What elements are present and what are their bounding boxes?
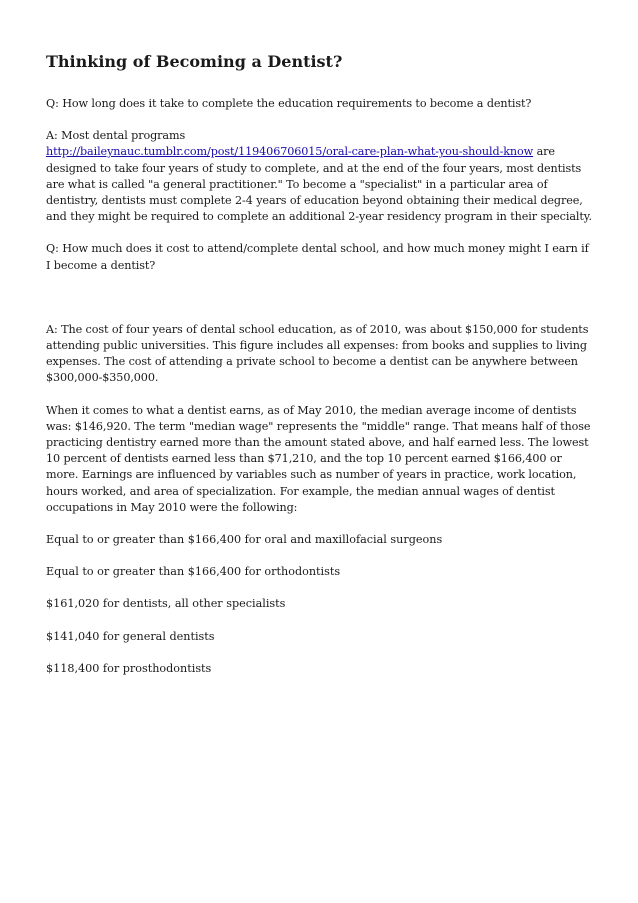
wage-list bbox=[46, 532, 596, 677]
wage-item-prosthodontists: $118,400 for prosthodontists bbox=[46, 661, 212, 675]
page-title: Thinking of Becoming a Dentist? bbox=[46, 52, 343, 71]
question-duration: Q: How long does it take to complete the education requirements to become a dentist? bbox=[46, 97, 532, 110]
answer-duration bbox=[46, 128, 596, 225]
wage-item-general-dentists: $141,040 for general dentists bbox=[46, 629, 215, 643]
answer-cost: A: The cost of four years of dental school education, as of 2010, was about $150,000 for students attending public universities. This figure includes all expenses: from books and supplies to living expenses. The cost of attending a private school to become a dentist can be anywhere between $300,000-$350,000. bbox=[46, 322, 589, 385]
wage-item-other-specialists: $161,020 for dentists, all other specialists bbox=[46, 597, 286, 611]
answer-duration-body: are designed to take four years of study to complete, and at the end of the four years, most dentists are what is called "a general practitioner." To become a "specialist" in a particular area of dentistry, dentists must complete 2-4 years of education beyond obtaining their medical degree, and they might be required to complete an additional 2-year residency program in their specialty. bbox=[46, 145, 592, 224]
document-page bbox=[46, 52, 596, 693]
answer-duration-prefix: A: Most dental programs bbox=[46, 129, 186, 143]
wage-item-orthodontists: Equal to or greater than $166,400 for orthodontists bbox=[46, 565, 341, 579]
question-cost: Q: How much does it cost to attend/complete dental school, and how much money might I earn if I become a dentist? bbox=[46, 242, 589, 272]
earnings-paragraph: When it comes to what a dentist earns, as of May 2010, the median average income of dentists was: $146,920. The term "median wage" represents the "middle" range. That means half of those practicing dentistry earned more than the amount stated above, and half earned less. The lowest 10 percent of dentists earned less than $71,210, and the top 10 percent earned $166,400 or more. Earnings are influenced by variables such as number of years in practice, work location, hours worked, and area of specialization. For example, the median annual wages of dentist occupations in May 2010 were the following: bbox=[46, 403, 591, 514]
article-link[interactable]: http://baileynauc.tumblr.com/post/119406706015/oral-care-plan-what-you-should-know bbox=[46, 145, 534, 159]
wage-item-oral-surgeons: Equal to or greater than $166,400 for oral and maxillofacial surgeons bbox=[46, 533, 443, 547]
